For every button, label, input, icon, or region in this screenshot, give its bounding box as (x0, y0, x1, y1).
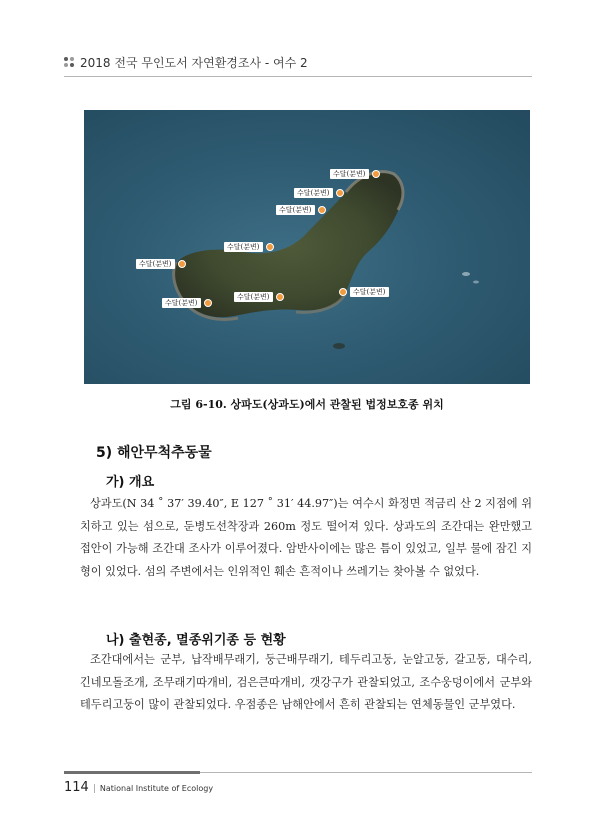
location-dot-icon (276, 293, 284, 301)
overview-paragraph: 상과도(N 34 ˚ 37′ 39.40″, E 127 ˚ 31′ 44.97″)는 여수시 화정면 적금리 산 2 지점에 위치하고 있는 섬으로, 둔병도선착장과 260m 정도 떨어져 있다. 상과도의 조간대는 완만했고 접안이 가능해 조간대 조사가 이루어졌다. 암반사이에는 많은 틈이 있었고, 일부 물에 잠긴 지형이 있었다. 섬의 주변에서는 인위적인 훼손 흔적이나 쓰레기는 찾아볼 수 없었다. (80, 497, 532, 578)
otter-feces-marker: 수달(분변) (294, 188, 344, 198)
island-image (84, 110, 530, 384)
species-paragraph: 조간대에서는 군부, 납작배무래기, 둥근배무래기, 테두리고둥, 눈알고둥, 갈고둥, 대수리, 긴네모돌조개, 조무래기따개비, 검은큰따개비, 갯강구가 관찰되었고, 조수웅덩이에서 군부와 테두리고둥이 많이 관찰되었다. 우점종은 남해안에서 흔히 관찰되는 연체동물인 군부였다. (80, 653, 532, 711)
figure-caption: 그림 6-10. 상파도(상과도)에서 관찰된 법정보호종 위치 (170, 398, 444, 411)
subsection-heading-overview: 가) 개요 (106, 475, 155, 490)
institute-name: National Institute of Ecology (99, 784, 214, 793)
otter-feces-marker: 수달(분변) (276, 205, 326, 215)
location-dot-icon (339, 288, 347, 296)
running-header (64, 52, 308, 72)
location-dot-icon (318, 206, 326, 214)
header-title: 2018 전국 무인도서 자연환경조사 - 여수 2 (80, 55, 308, 70)
otter-feces-marker: 수달(분변) (234, 292, 284, 302)
page-number: 114 (64, 780, 89, 795)
location-dot-icon (178, 260, 186, 268)
otter-feces-marker: 수달(분변) (136, 259, 186, 269)
otter-feces-marker: 수달(분변) (330, 169, 380, 179)
otter-feces-marker: 수달(분변) (224, 242, 274, 252)
otter-feces-marker: 수달(분변) (162, 298, 212, 308)
subsection-heading-species: 나) 출현종, 멸종위기종 등 현황 (106, 633, 286, 648)
aerial-photo (84, 110, 530, 384)
header-divider (64, 76, 532, 77)
footer-divider (200, 772, 532, 773)
location-dot-icon (336, 189, 344, 197)
footer-accent-bar (64, 771, 200, 774)
otter-feces-marker: 수달(분변) (339, 287, 389, 297)
header-dots-icon (64, 57, 74, 67)
page-footer (64, 780, 213, 795)
location-dot-icon (266, 243, 274, 251)
location-dot-icon (372, 170, 380, 178)
location-dot-icon (204, 299, 212, 307)
section-heading: 5) 해안무척추동물 (96, 445, 212, 461)
footer-separator: | (92, 784, 96, 794)
